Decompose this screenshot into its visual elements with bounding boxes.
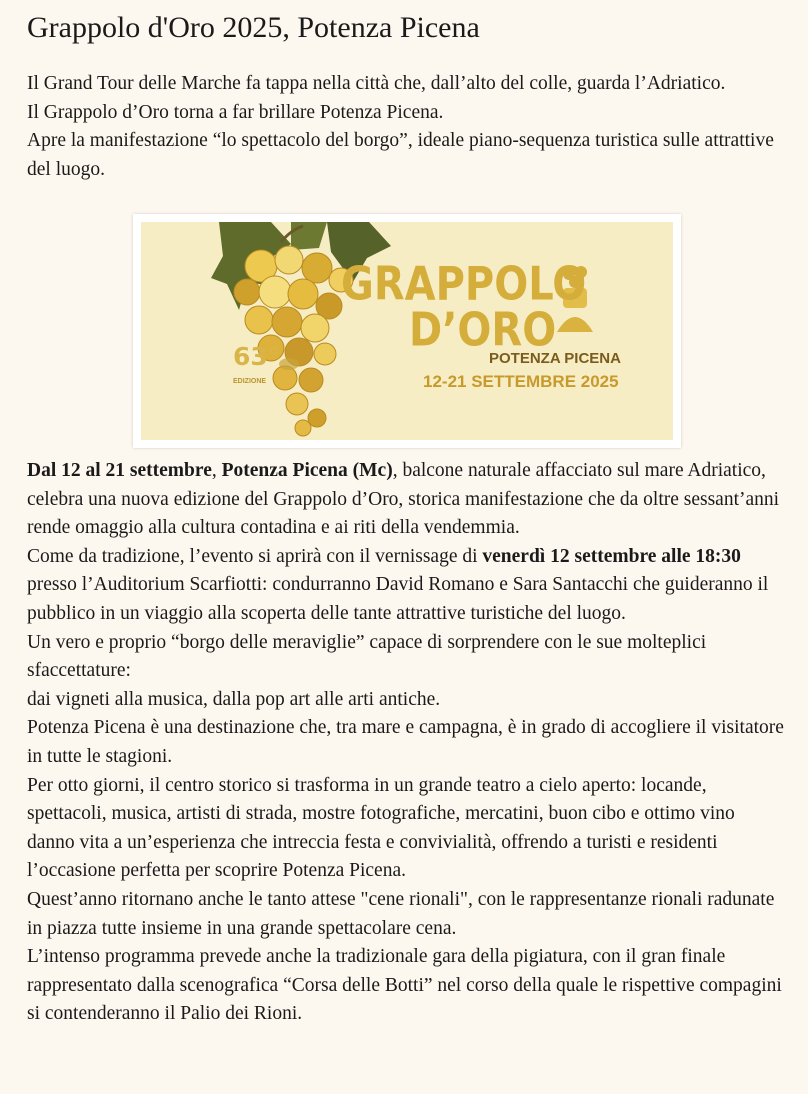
grape — [272, 307, 302, 337]
poster-title-line2: D’ORO — [409, 304, 557, 357]
intro-line: Il Grappolo d’Oro torna a far brillare Potenza Picena. — [27, 101, 444, 123]
grape — [275, 246, 303, 274]
paragraph: Come da tradizione, l’evento si aprirà con il vernissage di venerdì 12 settembre alle 18:30 presso l’Auditorium Scarfiotti: condurranno David Romano e Sara Santacchi che guideranno il pubblico in un viaggio alla scoperta delle tante attrattive turistiche del luogo. — [27, 545, 769, 624]
page-title: Grappolo d'Oro 2025, Potenza Picena — [27, 11, 480, 44]
grape — [302, 253, 332, 283]
grape — [295, 420, 311, 436]
poster-dates: 12-21 SETTEMBRE 2025 — [423, 372, 619, 391]
bold-location: Potenza Picena (Mc) — [221, 460, 393, 481]
event-poster-frame — [133, 214, 681, 448]
grape — [234, 279, 260, 305]
grape — [245, 306, 273, 334]
paragraph: Un vero e proprio “borgo delle meraviglie” capace di sorprendere con le sue molteplici sfaccettature: — [27, 631, 707, 682]
poster-title-line1: GRAPPOLO — [341, 258, 587, 311]
grape — [301, 314, 329, 342]
grape-cluster-illustration — [141, 222, 673, 440]
grape — [286, 393, 308, 415]
grape — [299, 368, 323, 392]
poster-edition-label: EDIZIONE — [233, 378, 267, 385]
paragraph: Dal 12 al 21 settembre, Potenza Picena (Mc), balcone naturale affacciato sul mare Adriatico, celebra una nuova edizione del Grappolo d’Oro, storica manifestazione che da oltre sessant’anni rende omaggio alla cultura contadina e ai riti della vendemmia. — [27, 460, 780, 539]
article-body — [27, 457, 787, 1029]
vine-leaf-icon — [291, 222, 327, 250]
intro-line: Apre la manifestazione “lo spettacolo del borgo”, ideale piano-sequenza turistica sulle attrattive del luogo. — [27, 130, 774, 180]
grape — [308, 409, 326, 427]
grape — [259, 276, 291, 308]
paragraph: Per otto giorni, il centro storico si trasforma in un grande teatro a cielo aperto: locande, spettacoli, musica, artisti di strada, mostre fotografiche, mercatini, buon cibo e ottimo vino danno vita a un’esperienza che intreccia festa e convivialità, offrendo a turisti e residenti l’occasione perfetta per scoprire Potenza Picena. — [27, 774, 735, 882]
paragraph: Quest’anno ritornano anche le tanto attese "cene rionali", con le rappresentanze rionali radunate in piazza tutte insieme in una grande spettacolare cena. — [27, 888, 775, 939]
paragraph: L’intenso programma prevede anche la tradizionale gara della pigiatura, con il gran finale rappresentato dalla scenografica “Corsa delle Botti” nel corso della quale le rispettive compagini si contenderanno il Palio dei Rioni. — [27, 946, 782, 1025]
poster-city: POTENZA PICENA — [489, 350, 621, 367]
grape — [288, 279, 318, 309]
intro-text — [27, 70, 787, 184]
paragraph: dai vigneti alla musica, dalla pop art alle arti antiche. — [27, 688, 441, 710]
paragraph: Potenza Picena è una destinazione che, tra mare e campagna, è in grado di accogliere il visitatore in tutte le stagioni. — [27, 717, 784, 767]
bold-dates: Dal 12 al 21 settembre — [27, 460, 212, 481]
bold-opening-date: venerdì 12 settembre alle 18:30 — [482, 545, 741, 567]
intro-line: Il Grand Tour delle Marche fa tappa nella città che, dall’alto del colle, guarda l’Adriatico. — [27, 73, 726, 94]
poster-edition-number: 63° — [233, 342, 281, 371]
sponsor-logo — [279, 358, 299, 370]
event-poster — [141, 222, 673, 440]
grape — [314, 343, 336, 365]
